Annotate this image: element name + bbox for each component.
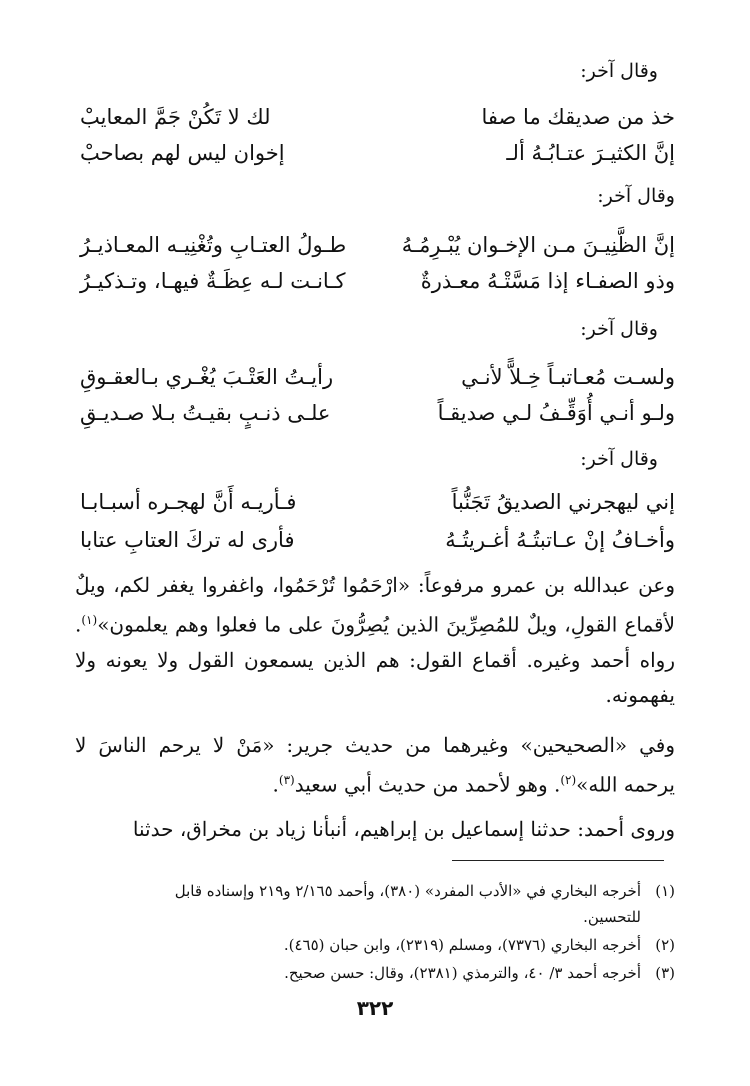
verse-first-hemistich: ولـو أنـي أُوَقِّـفُ لـي صديقـاً	[437, 401, 675, 425]
verse-second-hemistich: لك لا تَكُنْ جَمَّ المعايبْ	[80, 105, 271, 129]
verse-line	[75, 360, 675, 394]
footnote-divider	[452, 860, 664, 861]
footnote-ref[interactable]: (١)	[81, 613, 98, 627]
verse-first-hemistich: إني ليهجرني الصديقُ تَجَنُّباً	[451, 490, 675, 514]
verse-line	[75, 136, 675, 170]
hadith-paragraph: وعن عبدالله بن عمرو مرفوعاً: «ارْحَمُوا تُرْحَمُوا، واغفروا يغفر لكم، ويلٌ لأقماع القولِ، ويلٌ للمُصِرِّينَ الذين يُصِرُّونَ على ما فعلوا وهم يعلمون»$^{(١)}$. رواه أحمد وغيره. أقماع القول: هم الذين يسمعون القول ولا يعونه ولا يفهمونه.	[75, 573, 675, 707]
verse-first-hemistich: إنَّ الظَّنِيـنَ مـن الإخـوان يُبْـرِمُـهُ	[401, 233, 675, 257]
poem-intro: وقال آخر:	[597, 185, 675, 207]
verse-line	[75, 523, 675, 557]
verse-first-hemistich: خذ من صديقك ما صفا	[481, 105, 675, 129]
verse-second-hemistich: فـأريـه أَنَّ لهجـره أسبـابـا	[80, 490, 297, 514]
poem-intro: وقال آخر:	[580, 318, 658, 340]
verse-second-hemistich: طـولُ العتـابِ وتُغْنِيـه المعـاذيـرُ	[80, 233, 347, 257]
footnote-text-continued: للتحسين.	[583, 908, 641, 926]
verse-line	[75, 396, 675, 430]
verse-first-hemistich: وذو الصفـاء إذا مَسَّتْـهُ معـذرةٌ	[420, 269, 675, 293]
hadith-paragraph: وروى أحمد: حدثنا إسماعيل بن إبراهيم، أنبأنا زياد بن مخراق، حدثنا	[132, 817, 675, 841]
verse-second-hemistich: رأيـتُ العَتْـبَ يُغْـري بـالعقـوقِ	[80, 365, 334, 389]
footnote-ref[interactable]: (٣)	[278, 773, 295, 787]
footnote-number: (١)	[655, 882, 675, 900]
verse-line	[75, 485, 675, 519]
footnote	[75, 878, 675, 930]
footnote-number: (٣)	[655, 964, 675, 982]
footnote	[75, 960, 675, 986]
page-number: ٣٢٢	[356, 996, 394, 1020]
footnote-text: أخرجه البخاري (٧٣٧٦)، ومسلم (٢٣١٩)، وابن حبان (٤٦٥).	[283, 936, 641, 954]
footnote	[75, 932, 675, 958]
footnote-text: أخرجه أحمد ٣/ ٤٠، والترمذي (٢٣٨١)، وقال: حسن صحيح.	[284, 964, 641, 982]
verse-first-hemistich: إنَّ الكثيـرَ عتـابُـهُ ألـ	[506, 141, 675, 165]
footnote-ref[interactable]: (٢)	[560, 773, 577, 787]
verse-second-hemistich: كـانـت لـه عِظَـةٌ فيهـا، وتـذكيـرُ	[80, 269, 346, 293]
footnote-number: (٢)	[655, 936, 675, 954]
verse-first-hemistich: وأخـافُ إنْ عـاتبتُـهُ أغـريتُـهُ	[445, 528, 675, 552]
verse-line	[75, 100, 675, 134]
footnote-text: أخرجه البخاري في «الأدب المفرد» (٣٨٠)، وأحمد ٢/١٦٥ و٢١٩ وإسناده قابل	[174, 882, 641, 900]
verse-first-hemistich: ولسـت مُعـاتبـاً خِـلاًّ لأنـي	[461, 365, 675, 389]
verse-second-hemistich: علـى ذنـبٍ بقيـتُ بـلا صـديـقِ	[80, 401, 331, 425]
verse-line	[75, 264, 675, 298]
verse-line	[75, 228, 675, 262]
verse-second-hemistich: إخوان ليس لهم بصاحبْ	[80, 141, 285, 165]
poem-intro: وقال آخر:	[580, 448, 658, 470]
poem-intro: وقال آخر:	[580, 60, 658, 82]
hadith-paragraph: وفي «الصحيحين» وغيرهما من حديث جرير: «مَنْ لا يرحم الناسَ لا يرحمه الله»$^{(٢)}$. وهو لأحمد من حديث أبي سعيد$^{(٣)}$.	[75, 733, 675, 797]
verse-second-hemistich: فأرى له تركَ العتابِ عتابا	[80, 528, 295, 552]
